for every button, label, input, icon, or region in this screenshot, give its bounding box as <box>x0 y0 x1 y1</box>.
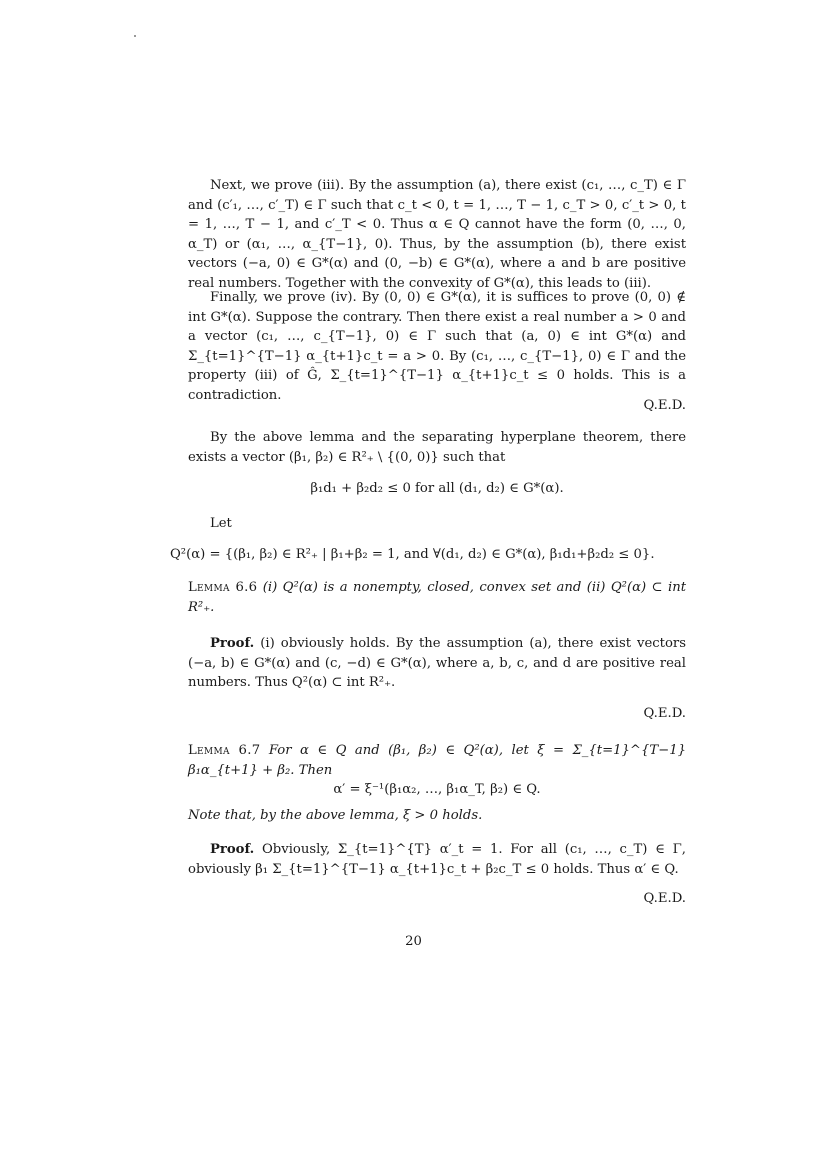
proof-lemma-6-7 <box>188 840 686 879</box>
proof-lemma-6-6 <box>188 634 686 693</box>
lemma-6-7-statement: For α ∈ Q and (β₁, β₂) ∈ Q²(α), let ξ = Σ_{t=1}^{T−1} β₁α_{t+1} + β₂. Then <box>188 743 686 778</box>
qed-mark: Q.E.D. <box>643 891 686 906</box>
scan-speck <box>134 35 136 37</box>
lemma-6-7-label: Lemma 6.7 <box>188 743 261 758</box>
lemma-6-7-note: Note that, by the above lemma, ξ > 0 holds. <box>188 808 483 823</box>
qed-mark: Q.E.D. <box>643 706 686 721</box>
qed-mark: Q.E.D. <box>643 398 686 413</box>
equation-alpha-prime: α′ = ξ⁻¹(β₁α₂, …, β₁α_T, β₂) ∈ Q. <box>333 782 541 797</box>
lemma-6-6-label: Lemma 6.6 <box>188 580 258 595</box>
let-text: Let <box>210 516 232 531</box>
page-number: 20 <box>405 934 422 949</box>
proof-lemma-6-7-text: Obviously, Σ_{t=1}^{T} α′_t = 1. For all (c₁, …, c_T) ∈ Γ, obviously β₁ Σ_{t=1}^{T−1} α_{t+1}c_t + β₂c_T ≤ 0 holds. Thus α′ ∈ Q. <box>188 842 686 877</box>
lemma-6-6 <box>188 578 686 617</box>
proof-label: Proof. <box>210 842 255 857</box>
proof-lemma-6-6-text: (i) obviously holds. By the assumption (a), there exist vectors (−a, b) ∈ G*(α) and (c, −d) ∈ G*(α), where a, b, c, and d are positive real numbers. Thus Q²(α) ⊂ int R²₊. <box>188 636 686 691</box>
paragraph-proof-iii: Next, we prove (iii). By the assumption (a), there exist (c₁, …, c_T) ∈ Γ and (c′₁, …, c′_T) ∈ Γ such that c_t < 0, t = 1, …, T − 1, c_T > 0, c′_t > 0, t = 1, …, T − 1, and c′_T < 0. Thus α ∈ Q cannot have the form (0, …, 0, α_T) or (α₁, …, α_{T−1}, 0). Thus, by the assumption (b), there exist vectors (−a, 0) ∈ G*(α) and (0, −b) ∈ G*(α), where a and b are positive real numbers. Together with the convexity of G*(α), this leads to (iii). <box>188 178 686 291</box>
equation-q2-definition: Q²(α) = {(β₁, β₂) ∈ R²₊ | β₁+β₂ = 1, and ∀(d₁, d₂) ∈ G*(α), β₁d₁+β₂d₂ ≤ 0}. <box>170 547 655 562</box>
proof-label: Proof. <box>210 636 255 651</box>
lemma-6-7 <box>188 741 686 780</box>
equation-separation: β₁d₁ + β₂d₂ ≤ 0 for all (d₁, d₂) ∈ G*(α). <box>310 481 564 496</box>
paragraph-proof-iv: Finally, we prove (iv). By (0, 0) ∈ G*(α), it is suffices to prove (0, 0) ∉ int G*(α). Suppose the contrary. Then there exist a real number a > 0 and a vector (c₁, …, c_{T−1}, 0) ∈ Γ such that (a, 0) ∈ int G*(α) and Σ_{t=1}^{T−1} α_{t+1}c_t = a > 0. By (c₁, …, c_{T−1}, 0) ∈ Γ and the property (iii) of Ĝ, Σ_{t=1}^{T−1} α_{t+1}c_t ≤ 0 holds. This is a contradiction. <box>188 290 686 403</box>
lemma-6-6-statement: (i) Q²(α) is a nonempty, closed, convex set and (ii) Q²(α) ⊂ int R²₊. <box>188 580 686 615</box>
paragraph-separating-hyperplane: By the above lemma and the separating hyperplane theorem, there exists a vector (β₁, β₂) ∈ R²₊ \ {(0, 0)} such that <box>188 430 686 465</box>
